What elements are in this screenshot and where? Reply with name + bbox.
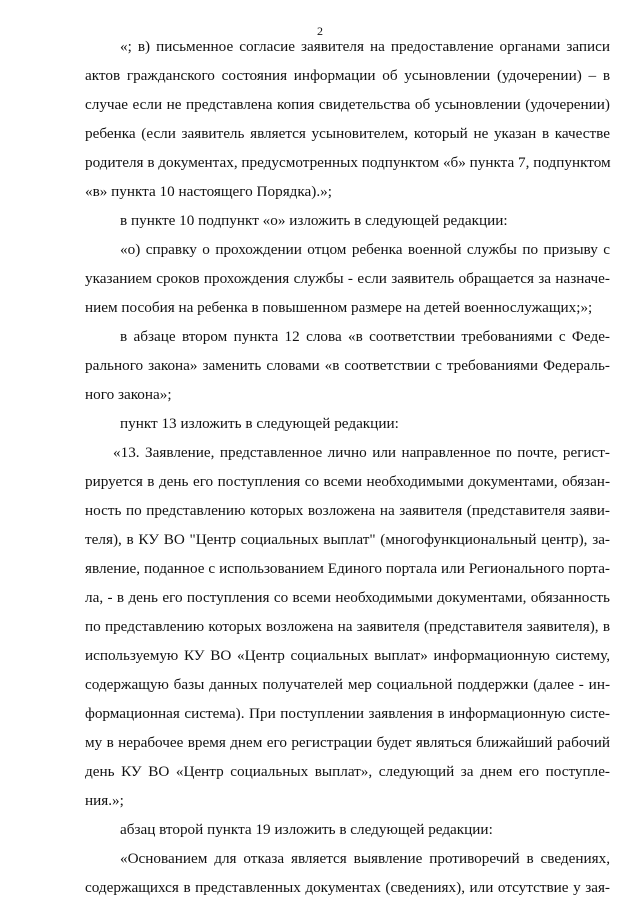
page-number: 2	[317, 24, 323, 38]
text-line: явление, поданное с использованием Единого портала или Регионального порта-	[85, 560, 610, 577]
text-line: формационная система). При поступлении заявления в информационную систе-	[85, 705, 610, 722]
text-line: день КУ ВО «Центр социальных выплат», следующий за днем его поступле-	[85, 763, 610, 780]
text-line: абзац второй пункта 19 изложить в следующей редакции:	[120, 821, 493, 838]
text-line: содержащую базы данных получателей мер социальной поддержки (далее - ин-	[85, 676, 610, 693]
text-line: используемую КУ ВО «Центр социальных выплат» информационную систему,	[85, 647, 610, 664]
text-line: в пункте 10 подпункт «о» изложить в следующей редакции:	[120, 212, 508, 229]
text-line: ного закона»;	[85, 386, 172, 403]
text-line: случае если не представлена копия свидетельства об усыновлении (удочерении)	[85, 96, 610, 113]
text-line: рируется в день его поступления со всеми необходимыми документами, обязан-	[85, 473, 610, 490]
text-line: ла, - в день его поступления со всеми необходимыми документами, обязанность	[85, 589, 610, 606]
text-line: «о) справку о прохождении отцом ребенка военной службы по призыву с	[120, 241, 610, 258]
text-line: актов гражданского состояния информации об усыновлении (удочерении) – в	[85, 67, 610, 84]
text-line: теля), в КУ ВО "Центр социальных выплат" (многофункциональный центр), за-	[85, 531, 610, 548]
text-line: указанием сроков прохождения службы - если заявитель обращается за назначе-	[85, 270, 610, 287]
text-line: в абзаце втором пункта 12 слова «в соответствии требованиями с Феде-	[120, 328, 610, 345]
text-line: ния.»;	[85, 792, 124, 809]
text-line: «в» пункта 10 настоящего Порядка).»;	[85, 183, 332, 200]
text-line: му в нерабочее время днем его регистрации будет являться ближайший рабочий	[85, 734, 610, 751]
text-line: рального закона» заменить словами «в соответствии с требованиями Федераль-	[85, 357, 610, 374]
text-line: ность по представлению которых возложена на заявителя (представителя заяви-	[85, 502, 610, 519]
text-line: нием пособия на ребенка в повышенном размере на детей военнослужащих;»;	[85, 299, 593, 316]
text-line: пункт 13 изложить в следующей редакции:	[120, 415, 399, 432]
text-line: «; в) письменное согласие заявителя на предоставление органами записи	[120, 38, 610, 55]
text-line: ребенка (если заявитель является усыновителем, который не указан в качестве	[85, 125, 610, 142]
text-line: родителя в документах, предусмотренных подпунктом «б» пункта 7, подпунктом	[85, 154, 611, 171]
text-line: «Основанием для отказа является выявление противоречий в сведениях,	[120, 850, 610, 867]
text-line: «13. Заявление, представленное лично или направленное по почте, регист-	[113, 444, 610, 461]
text-line: содержащихся в представленных документах (сведениях), или отсутствие у зая-	[85, 879, 610, 896]
text-line: по представлению которых возложена на заявителя (представителя заявителя), в	[85, 618, 610, 635]
